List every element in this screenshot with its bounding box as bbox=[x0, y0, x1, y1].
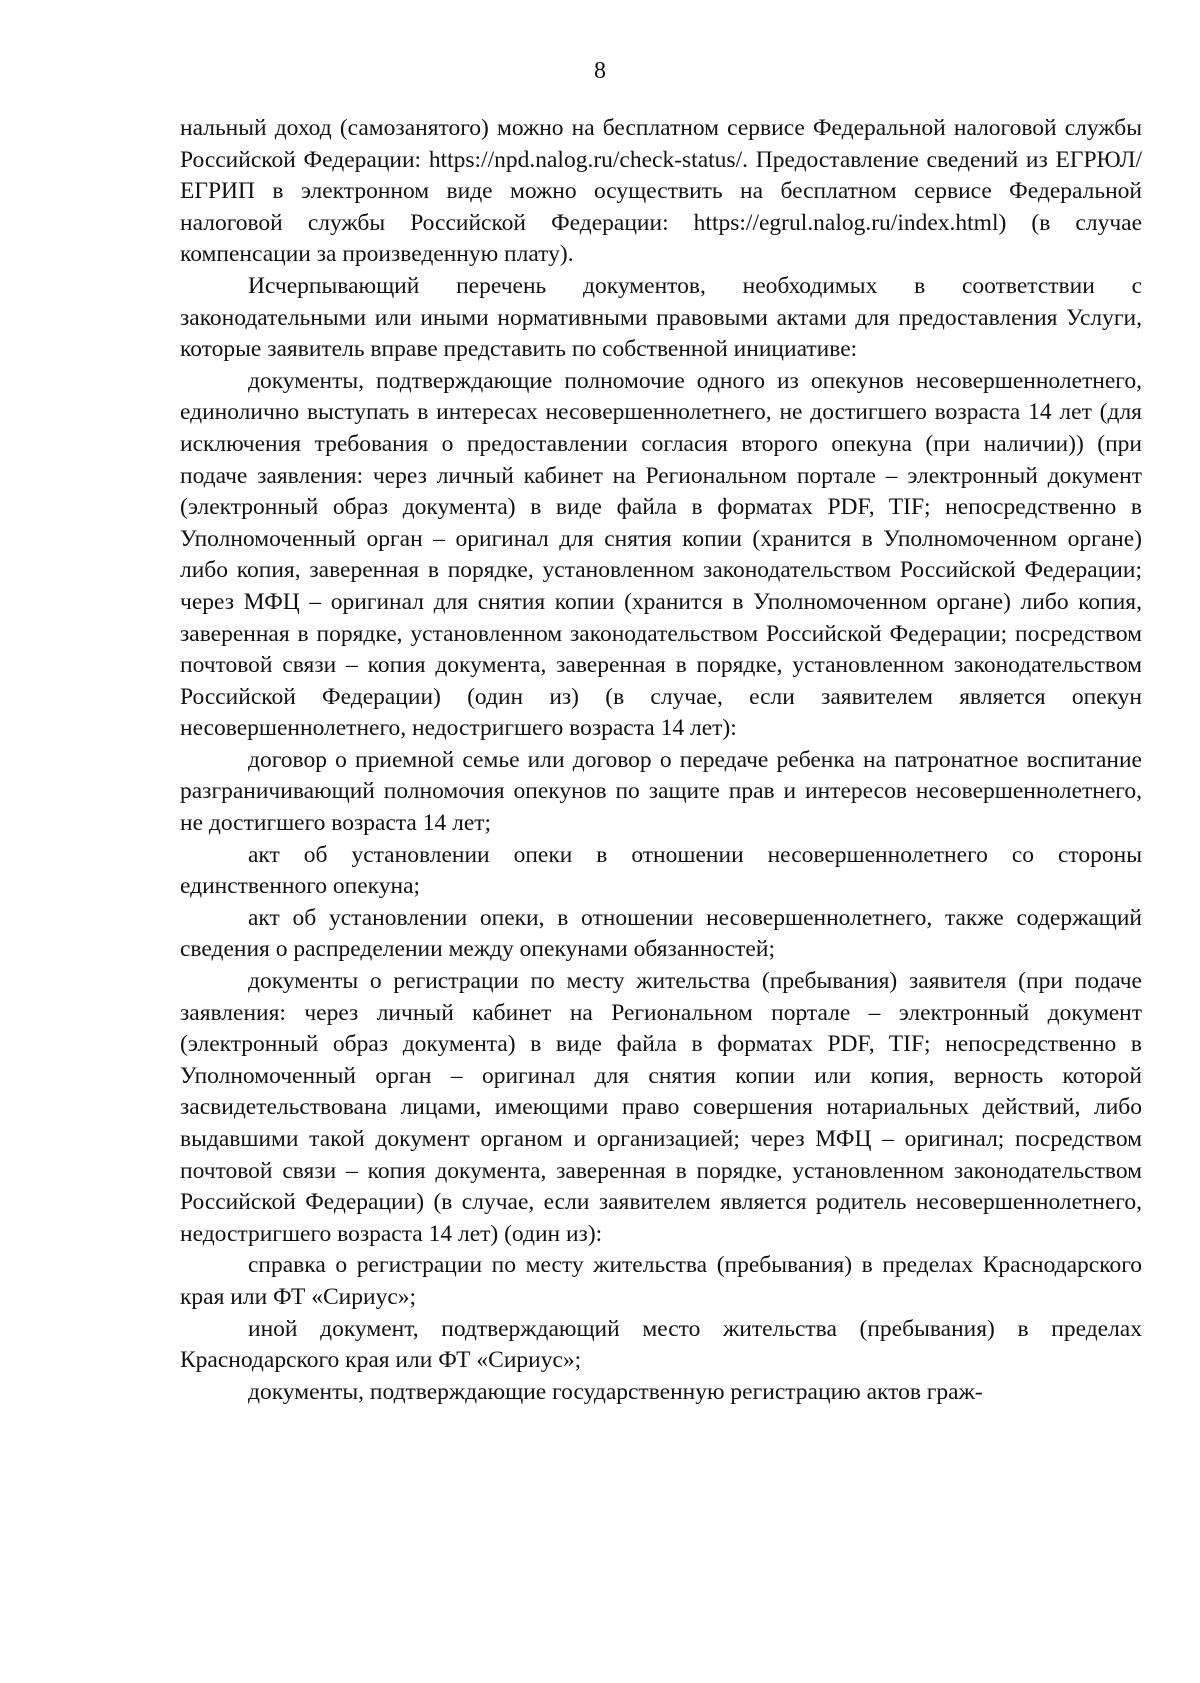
paragraph-documents-list-intro: Исчерпывающий перечень документов, необходимых в соответствии с законодательными или иными нормативными правовыми актами для предоставления Услуги, которые заявитель вправе представить по собственной инициативе: bbox=[180, 272, 1142, 363]
paragraph-other-residence-document: иной документ, подтверждающий место жительства (пребывания) в пределах Краснодарского края или ФТ «Сириус»; bbox=[180, 1315, 1142, 1374]
paragraph-guardian-authority-documents: документы, подтверждающие полномочие одного из опекунов несовершеннолетнего, единолично выступать в интересах несовершеннолетнего, не достигшего возраста 14 лет (для исключения требования о предоставлении согласия второго опекуна (при наличии)) (при подаче заявления: через личный кабинет на Региональном портале – электронный документ (электронный образ документа) в виде файла в форматах PDF, TIF; непосредственно в Уполномоченный орган – оригинал для снятия копии (хранится в Уполномоченном органе) либо копия, заверенная в порядке, установленном законодательством Российской Федерации; через МФЦ – оригинал для снятия копии (хранится в Уполномоченном органе) либо копия, заверенная в порядке, установленном законодательством Российской Федерации; посредством почтовой связи – копия документа, заверенная в порядке, установленном законодательством Российской Федерации) (один из) (в случае, если заявителем является опекун несовершеннолетнего, недостригшего возраста 14 лет): bbox=[180, 367, 1142, 742]
document-body bbox=[180, 113, 1142, 1408]
paragraph-civil-status-documents: документы, подтверждающие государственную регистрацию актов граж- bbox=[248, 1378, 983, 1405]
paragraph-guardianship-act-duties: акт об установлении опеки, в отношении несовершеннолетнего, также содержащий сведения о распределении между опекунами обязанностей; bbox=[180, 904, 1142, 963]
paragraph-residence-registration-documents: документы о регистрации по месту жительства (пребывания) заявителя (при подаче заявления: через личный кабинет на Региональном портале – электронный документ (электронный образ документа) в виде файла в форматах PDF, TIF; непосредственно в Уполномоченный орган – оригинал для снятия копии или копия, верность которой засвидетельствована лицами, имеющими право совершения нотариальных действий, либо выдавшими такой документ органом и организацией; через МФЦ – оригинал; посредством почтовой связи – копия документа, заверенная в порядке, установленном законодательством Российской Федерации) (в случае, если заявителем является родитель несовершеннолетнего, недостригшего возраста 14 лет) (один из): bbox=[180, 968, 1142, 1247]
paragraph-registration-certificate: справка о регистрации по месту жительства (пребывания) в пределах Краснодарского края или ФТ «Сириус»; bbox=[180, 1252, 1142, 1310]
paragraph-foster-family-agreement: договор о приемной семье или договор о передаче ребенка на патронатное воспитание разграничивающий полномочия опекунов по защите прав и интересов несовершеннолетнего, не достигшего возраста 14 лет; bbox=[180, 746, 1142, 837]
paragraph-continuation: нальный доход (самозанятого) можно на бесплатном сервисе Федеральной налоговой службы Российской Федерации: https://npd.nalog.ru/check-status/. Предоставление сведений из ЕГРЮЛ/ЕГРИП в электронном виде можно осуществить на бесплатном сервисе Федеральной налоговой службы Российской Федерации: https://egrul.nalog.ru/index.html) (в случае компенсации за произведенную плату). bbox=[180, 115, 1142, 268]
paragraph-sole-guardian-act: акт об установлении опеки в отношении несовершеннолетнего со стороны единственного опекуна; bbox=[180, 841, 1142, 900]
page-number: 8 bbox=[594, 58, 606, 84]
